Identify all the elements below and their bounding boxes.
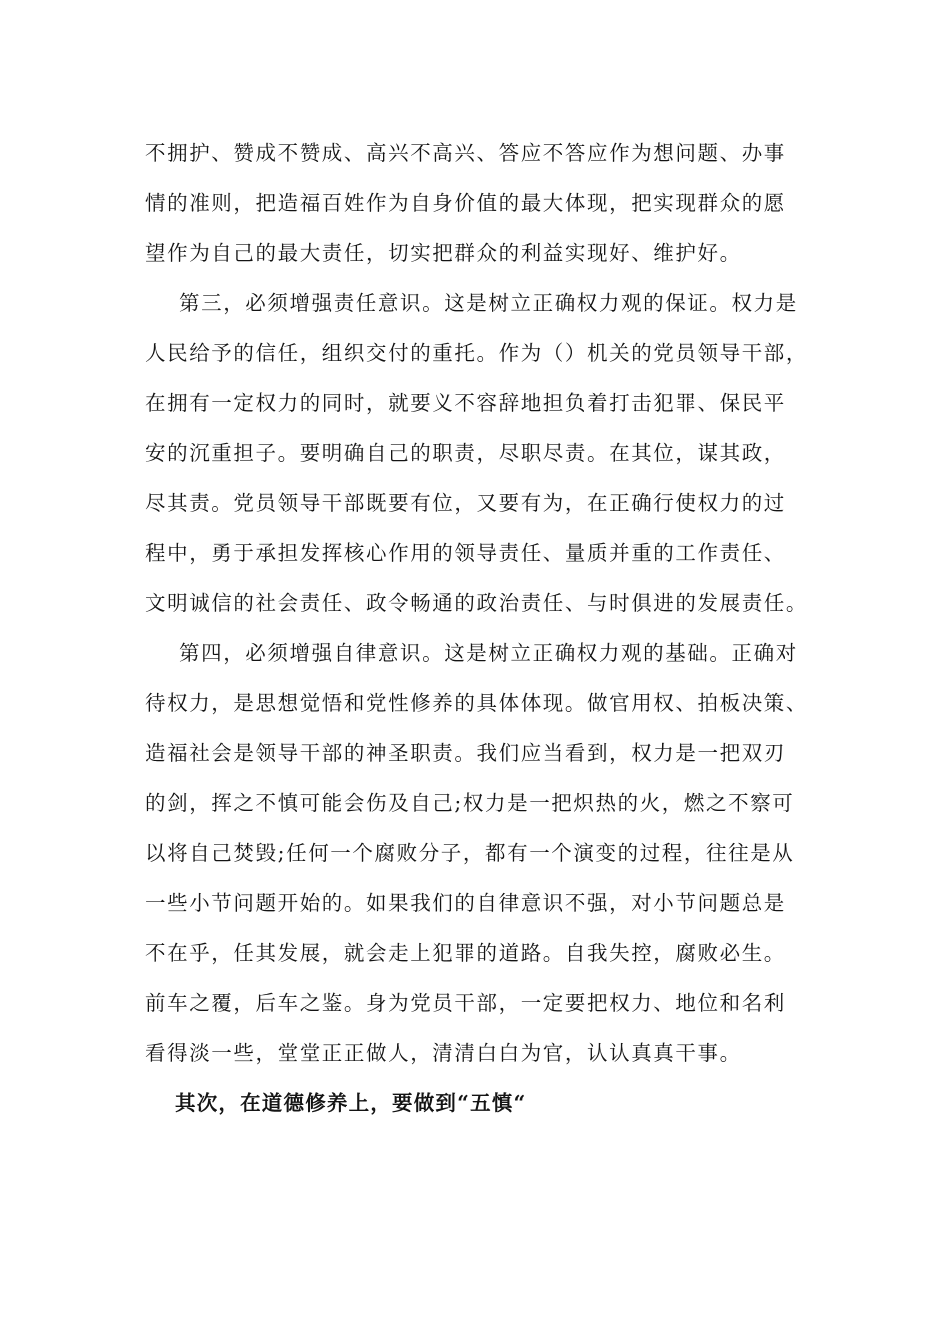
paragraph-line: 第四，必须增强自律意识。这是树立正确权力观的基础。正确对 — [179, 641, 798, 665]
paragraph-line: 造福社会是领导干部的神圣职责。我们应当看到，权力是一把双刃 — [145, 741, 786, 765]
paragraph-line: 望作为自己的最大责任，切实把群众的利益实现好、维护好。 — [145, 241, 742, 265]
paragraph-line: 不拥护、赞成不赞成、高兴不高兴、答应不答应作为想问题、办事 — [145, 141, 786, 165]
paragraph-line: 第三，必须增强责任意识。这是树立正确权力观的保证。权力是 — [179, 291, 798, 315]
paragraph-line: 尽其责。党员领导干部既要有位，又要有为，在正确行使权力的过 — [145, 491, 786, 515]
document-body — [145, 128, 825, 1128]
paragraph-line: 人民给予的信任，组织交付的重托。作为（）机关的党员领导干部， — [145, 341, 808, 365]
paragraph-line: 以将自己焚毁;任何一个腐败分子，都有一个演变的过程，往往是从 — [145, 841, 795, 865]
paragraph-line: 前车之覆，后车之鉴。身为党员干部，一定要把权力、地位和名利 — [145, 991, 786, 1015]
paragraph-line: 程中，勇于承担发挥核心作用的领导责任、量质并重的工作责任、 — [145, 541, 786, 565]
paragraph-line: 情的准则，把造福百姓作为自身价值的最大体现，把实现群众的愿 — [145, 191, 786, 215]
paragraph-line: 文明诚信的社会责任、政令畅通的政治责任、与时俱进的发展责任。 — [145, 591, 808, 615]
paragraph-line: 安的沉重担子。要明确自己的职责，尽职尽责。在其位，谋其政， — [145, 441, 786, 465]
paragraph-line: 待权力，是思想觉悟和党性修养的具体体现。做官用权、拍板决策、 — [145, 691, 808, 715]
paragraph-line: 一些小节问题开始的。如果我们的自律意识不强，对小节问题总是 — [145, 891, 786, 915]
section-heading: 其次，在道德修养上，要做到“五慎“ — [175, 1091, 527, 1115]
paragraph-line: 在拥有一定权力的同时，就要义不容辞地担负着打击犯罪、保民平 — [145, 391, 786, 415]
paragraph-line: 看得淡一些，堂堂正正做人，清清白白为官，认认真真干事。 — [145, 1041, 742, 1065]
paragraph-line: 的剑，挥之不慎可能会伤及自己;权力是一把炽热的火，燃之不察可 — [145, 791, 795, 815]
paragraph-line: 不在乎，任其发展，就会走上犯罪的道路。自我失控，腐败必生。 — [145, 941, 786, 965]
